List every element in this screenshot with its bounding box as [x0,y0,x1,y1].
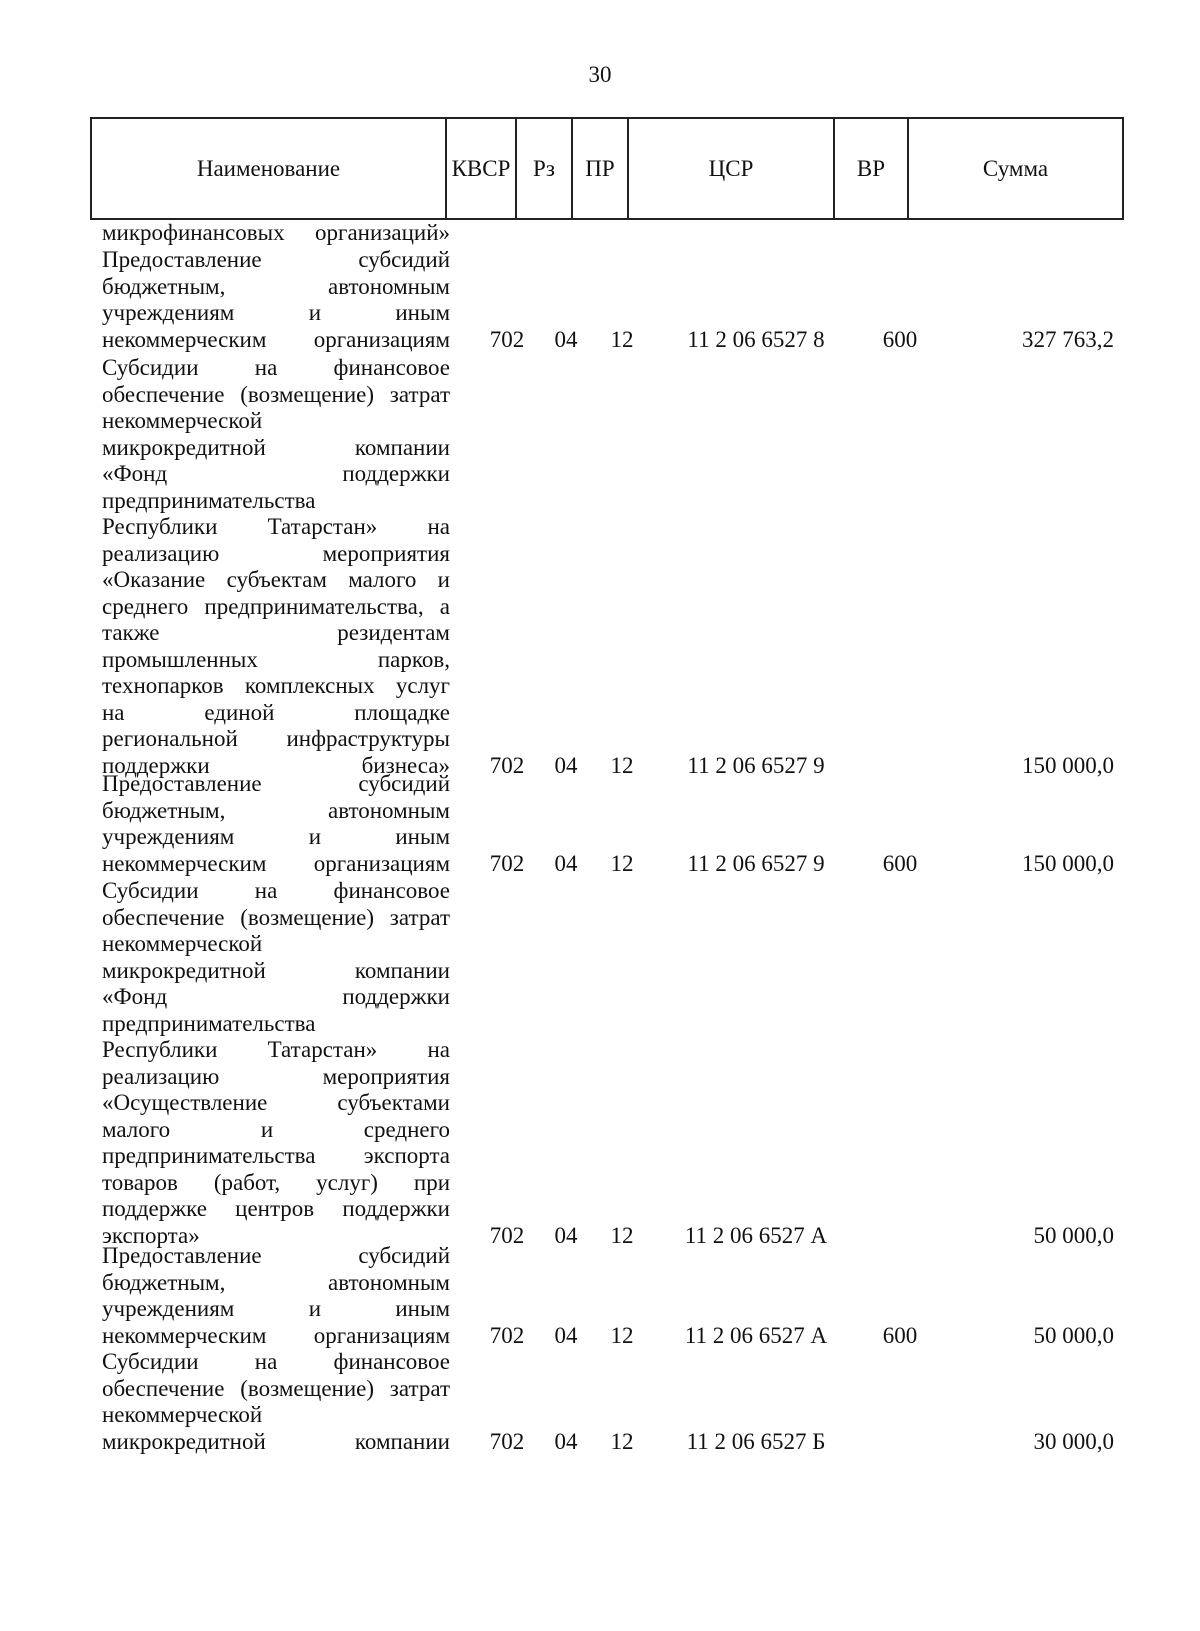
row-name [102,1349,450,1455]
row-name [102,247,450,353]
row-csr: 11 2 06 6527 Б [686,1428,826,1454]
row-name-line: бюджетным, автономным [102,273,450,299]
row-vr: 600 [882,850,918,876]
row-csr: 11 2 06 6527 9 [687,850,825,876]
row-name-line: микрокредитной компании [102,957,450,983]
row-name-line: Субсидии на финансовое [102,878,450,903]
column-header-kvsr: КВСР [446,118,516,219]
row-vr: 600 [882,1322,918,1348]
row-name [102,1243,450,1349]
column-header-pr: ПР [572,118,628,219]
row-name-line: среднего предпринимательства, а [102,593,450,619]
row-vr: 600 [882,326,918,352]
row-name-line: технопарков комплексных услуг [102,673,450,698]
row-kvsr: 702 [489,1322,525,1348]
row-rz: 04 [554,1428,578,1454]
column-header-csr: ЦСР [628,118,834,219]
row-sum: 50 000,0 [1033,1222,1114,1248]
column-header-sum: Сумма [908,118,1123,219]
row-name [102,220,450,247]
row-name-line: обеспечение (возмещение) затрат [102,381,450,407]
row-name-line: региональной инфраструктуры [102,726,450,751]
row-name-line: некоммерческим организациям [102,850,450,876]
row-name-line: микрокредитной компании [102,1428,450,1454]
row-pr: 12 [610,752,634,778]
row-csr: 11 2 06 6527 А [684,1222,828,1248]
row-name-line: «Фонд поддержки [102,984,450,1009]
row-name-line: также резидентам [102,620,450,645]
row-pr: 12 [610,1222,634,1248]
column-header-name: Наименование [91,118,446,219]
row-name-line: предпринимательства экспорта [102,1143,450,1168]
table-header [90,117,1124,220]
row-name-line: предпринимательства [102,487,316,513]
row-kvsr: 702 [489,326,525,352]
row-name-line: реализацию мероприятия [102,1063,450,1089]
row-name-line: поддержке центров поддержки [102,1196,450,1221]
row-name-line: «Оказание субъектам малого и [102,567,450,592]
row-name-line: «Фонд поддержки [102,461,450,486]
row-pr: 12 [610,850,634,876]
row-name-line: учреждениям и иным [102,300,450,325]
row-name-line: Субсидии на финансовое [102,1349,450,1374]
row-pr: 12 [610,1428,634,1454]
row-name-line: учреждениям и иным [102,824,450,849]
row-name-line: микрокредитной компании [102,434,450,460]
row-name-line: Предоставление субсидий [102,771,450,796]
row-name-line: некоммерческой [102,931,263,956]
row-name-line: некоммерческим организациям [102,326,450,352]
row-name-line: экспорта» [102,1222,200,1248]
row-csr: 11 2 06 6527 8 [687,326,825,352]
row-csr: 11 2 06 6527 А [684,1322,828,1348]
row-kvsr: 702 [489,1222,525,1248]
row-csr: 11 2 06 6527 9 [687,752,825,778]
row-name-line: Предоставление субсидий [102,247,450,272]
row-kvsr: 702 [489,1428,525,1454]
row-rz: 04 [554,1322,578,1348]
row-name-line: учреждениям и иным [102,1296,450,1321]
row-rz: 04 [554,752,578,778]
row-name-line: микрофинансовых организаций» [102,220,450,245]
column-header-vr: ВР [834,118,908,219]
row-name-line: некоммерческой [102,408,263,433]
row-name-line: реализацию мероприятия [102,540,450,566]
row-name-line: некоммерческой [102,1402,263,1427]
row-name-line: промышленных парков, [102,646,450,672]
row-name-line: Республики Татарстан» на [102,1037,450,1062]
row-name [102,771,450,877]
row-kvsr: 702 [489,752,525,778]
row-name-line: на единой площадке [102,699,450,725]
row-name-line: Республики Татарстан» на [102,514,450,539]
page-number: 30 [588,62,612,87]
row-name-line: некоммерческим организациям [102,1322,450,1348]
row-name-line: обеспечение (возмещение) затрат [102,1375,450,1401]
row-name-line: Предоставление субсидий [102,1243,450,1268]
row-sum: 327 763,2 [1022,326,1114,352]
row-sum: 30 000,0 [1033,1428,1114,1454]
row-sum: 150 000,0 [1022,752,1114,778]
row-name-line: «Осуществление субъектами [102,1090,450,1115]
row-name-line: бюджетным, автономным [102,797,450,823]
row-pr: 12 [610,1322,634,1348]
row-name [102,878,450,1249]
row-name [102,355,450,779]
row-rz: 04 [554,1222,578,1248]
row-pr: 12 [610,326,634,352]
row-rz: 04 [554,326,578,352]
row-name-line: предпринимательства [102,1010,316,1036]
column-header-rz: Рз [516,118,572,219]
row-name-line: Субсидии на финансовое [102,355,450,380]
row-name-line: товаров (работ, услуг) при [102,1169,450,1195]
row-name-line: обеспечение (возмещение) затрат [102,904,450,930]
row-rz: 04 [554,850,578,876]
row-name-line: поддержки бизнеса» [102,752,450,778]
row-kvsr: 702 [489,850,525,876]
row-name-line: бюджетным, автономным [102,1269,450,1295]
row-sum: 150 000,0 [1022,850,1114,876]
row-name-line: малого и среднего [102,1116,450,1142]
row-sum: 50 000,0 [1033,1322,1114,1348]
